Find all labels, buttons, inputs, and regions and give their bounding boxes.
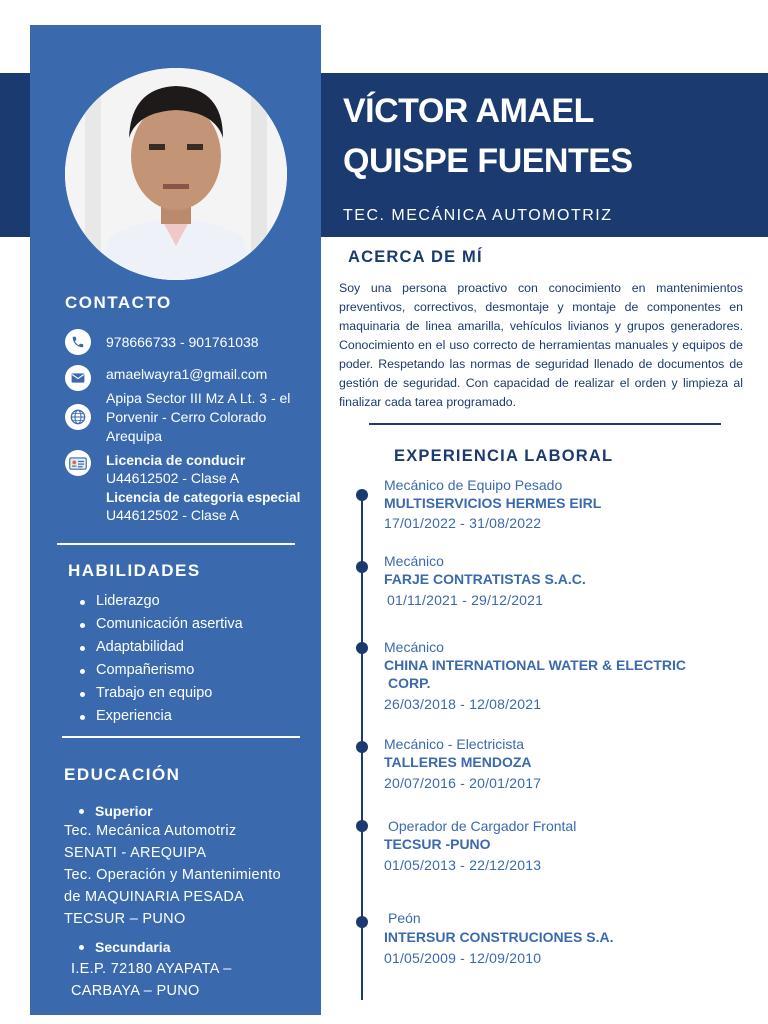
skill-item: Compañerismo (78, 659, 243, 682)
education-superior-label: Superior (95, 803, 153, 819)
job-role: Mecánico (384, 639, 444, 655)
name-line-2: QUISPE FUENTES (343, 142, 633, 180)
job-role: Mecánico (384, 553, 444, 569)
sidebar-divider-2 (62, 736, 300, 738)
address-line-1: Apipa Sector III Mz A Lt. 3 - el (106, 390, 291, 406)
timeline-dot (356, 561, 368, 573)
education-line: SENATI - AREQUIPA (64, 845, 207, 861)
job-company-line-2: CORP. (388, 675, 431, 691)
skill-item: Adaptabilidad (78, 636, 243, 659)
job-dates: 20/07/2016 - 20/01/2017 (384, 775, 542, 791)
skill-item: Comunicación asertiva (78, 613, 243, 636)
about-heading: ACERCA DE MÍ (348, 248, 483, 266)
job-dates: 01/05/2009 - 12/09/2010 (384, 950, 542, 966)
globe-icon (65, 404, 91, 430)
license-value: U44612502 - Clase A (106, 470, 240, 486)
education-line: I.E.P. 72180 AYAPATA – (71, 961, 232, 977)
skill-item: Liderazgo (78, 590, 243, 613)
job-dates: 26/03/2018 - 12/08/2021 (384, 696, 542, 712)
job-dates: 01/05/2013 - 22/12/2013 (384, 857, 542, 873)
job-role: Peón (388, 910, 421, 926)
education-line: Tec. Operación y Mantenimiento (64, 867, 281, 883)
address-line-2: Porvenir - Cerro Colorado (106, 409, 267, 425)
timeline-dot (356, 642, 368, 654)
skills-list (78, 590, 243, 728)
timeline-dot (356, 916, 368, 928)
education-secundaria-label: Secundaria (95, 939, 171, 955)
education-heading: EDUCACIÓN (64, 765, 181, 784)
phone-icon (65, 329, 91, 355)
education-line: Tec. Mecánica Automotriz (64, 823, 237, 839)
education-line: TECSUR – PUNO (64, 911, 186, 927)
skill-item: Trabajo en equipo (78, 682, 243, 705)
profile-photo (65, 68, 287, 280)
name-line-1: VÍCTOR AMAEL (343, 92, 594, 130)
skills-heading: HABILIDADES (68, 561, 201, 580)
envelope-icon (65, 365, 91, 391)
job-company: MULTISERVICIOS HERMES EIRL (384, 495, 602, 511)
sidebar-divider-1 (57, 543, 295, 545)
job-title: TEC. MECÁNICA AUTOMOTRIZ (343, 207, 613, 224)
job-role: Mecánico de Equipo Pesado (384, 477, 563, 493)
job-role: Operador de Cargador Frontal (388, 818, 577, 834)
address-line-3: Arequipa (106, 428, 163, 444)
job-dates: 17/01/2022 - 31/08/2022 (384, 515, 542, 531)
experience-heading: EXPERIENCIA LABORAL (394, 447, 614, 465)
timeline-dot (356, 741, 368, 753)
contact-heading: CONTACTO (65, 293, 172, 312)
timeline-dot (356, 489, 368, 501)
special-license-value: U44612502 - Clase A (106, 507, 240, 523)
education-line: CARBAYA – PUNO (71, 983, 200, 999)
timeline-dot (356, 820, 368, 832)
phone-text[interactable]: 978666733 - 901761038 (106, 334, 259, 350)
skill-item: Experiencia (78, 705, 243, 728)
id-card-icon (65, 450, 91, 476)
special-license-label: Licencia de categoria especial (106, 490, 301, 505)
job-company: CHINA INTERNATIONAL WATER & ELECTRIC (384, 657, 687, 673)
about-text: Soy una persona proactivo con conocimiento en mantenimientos preventivos, correctivos, desmontaje y montaje de componentes en maquinaria de linea amarilla, vehículos livianos y grupos generadores. Conocimiento en el uso correcto de herramientas manuales y equipos de poder. Respetando las normas de seguridad llenado de documentos de gestión de seguridad. Con capacidad de realizar el orden y limpieza al finalizar cada tarea programado. (339, 281, 743, 409)
about-divider (369, 423, 721, 425)
job-company: FARJE CONTRATISTAS S.A.C. (384, 571, 586, 587)
job-company: TALLERES MENDOZA (384, 754, 532, 770)
job-company: INTERSUR CONSTRUCIONES S.A. (384, 929, 614, 945)
job-role: Mecánico - Electricista (384, 736, 525, 752)
license-label: Licencia de conducir (106, 452, 246, 468)
job-company: TECSUR -PUNO (384, 836, 491, 852)
education-line: de MAQUINARIA PESADA (64, 889, 245, 905)
email-text[interactable]: amaelwayra1@gmail.com (106, 366, 268, 382)
job-dates: 01/11/2021 - 29/12/2021 (387, 592, 544, 608)
